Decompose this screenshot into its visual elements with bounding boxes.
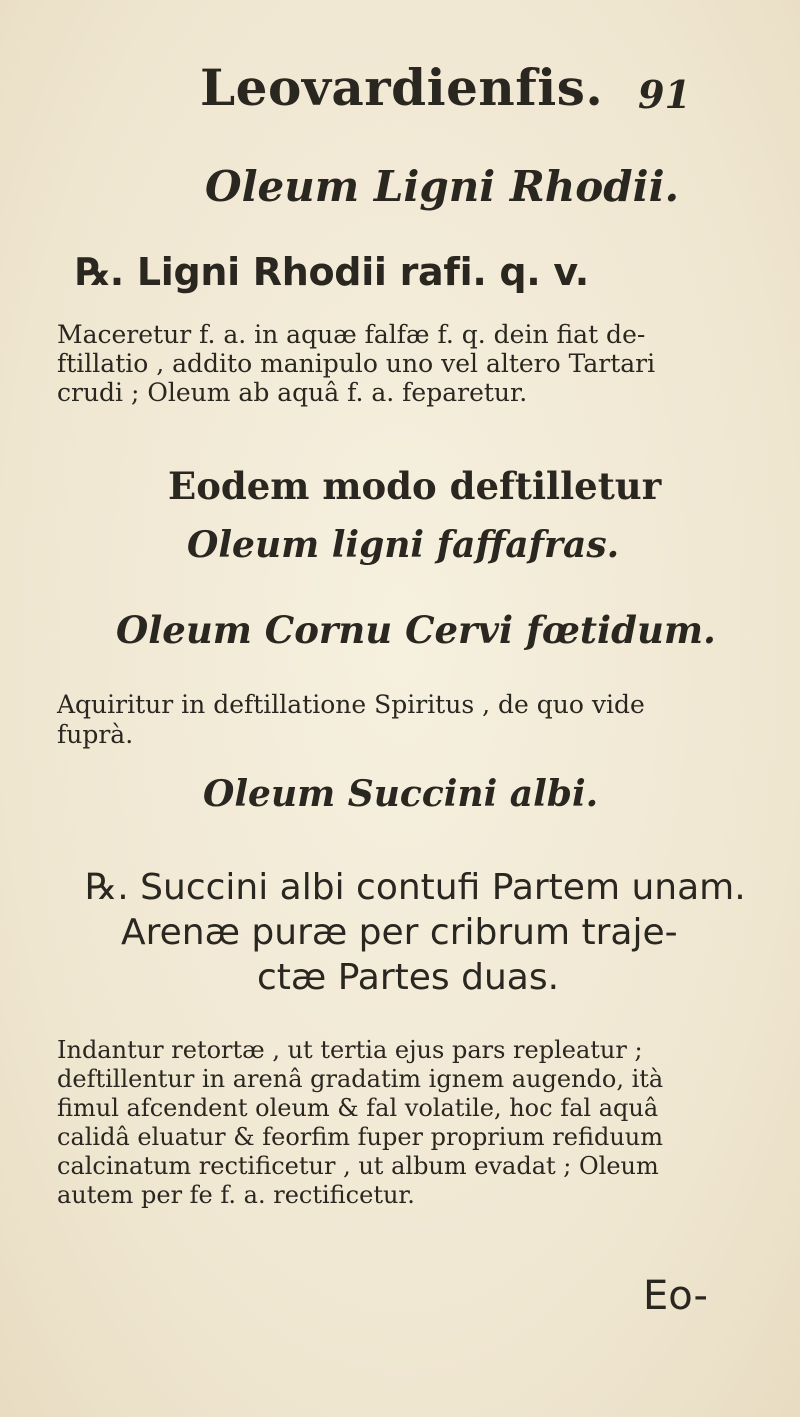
text-line: calidâ eluatur & feorfim fuper proprium refiduum — [57, 1123, 664, 1151]
recipe-line: Arenæ puræ per cribrum traje- — [121, 912, 678, 953]
text-line: crudi ; Oleum ab aquâ f. a. feparetur. — [57, 378, 528, 407]
paragraph-aquiritur — [57, 690, 645, 750]
heading-oleum-succini-albi: Oleum Succini albi. — [203, 773, 599, 815]
text-line: deftillentur in arenâ gradatim ignem augendo, ità — [57, 1065, 664, 1093]
eodem-modo-line: Eodem modo deftilletur — [168, 464, 662, 508]
heading-oleum-cornu-cervi: Oleum Cornu Cervi fœtidum. — [116, 608, 716, 652]
catchword: Eo- — [643, 1273, 708, 1319]
heading-oleum-ligni-rhodii: Oleum Ligni Rhodii. — [205, 162, 680, 211]
text-line: Indantur retortæ , ut tertia ejus pars repleatur ; — [57, 1036, 643, 1064]
text-line: Maceretur f. a. in aquæ falfæ f. q. dein fiat de- — [57, 320, 646, 349]
text-line: ftillatio , addito manipulo uno vel altero Tartari — [57, 349, 656, 378]
text-line: fimul afcendent oleum & fal volatile, hoc fal aquâ — [57, 1094, 659, 1122]
running-head: Leovardienfis. — [200, 58, 604, 117]
paragraph-maceretur — [57, 320, 655, 407]
text-line: Aquiritur in deftillatione Spiritus , de quo vide — [57, 690, 645, 719]
recipe-line: ctæ Partes duas. — [257, 957, 560, 998]
recipe-line: ℞. Succini albi contufi Partem unam. — [85, 867, 746, 908]
recipe-line: ℞. Ligni Rhodii rafi. q. v. — [76, 250, 589, 294]
recipe-succini — [85, 865, 746, 1000]
paragraph-indantur — [57, 1036, 663, 1210]
heading-oleum-ligni-saffafras: Oleum ligni faffafras. — [187, 524, 620, 566]
text-line: calcinatum rectificetur , ut album evadat ; Oleum — [57, 1152, 659, 1180]
text-line: autem per fe f. a. rectificetur. — [57, 1181, 415, 1209]
page-number: 91 — [638, 72, 691, 117]
text-line: fuprà. — [57, 720, 134, 749]
